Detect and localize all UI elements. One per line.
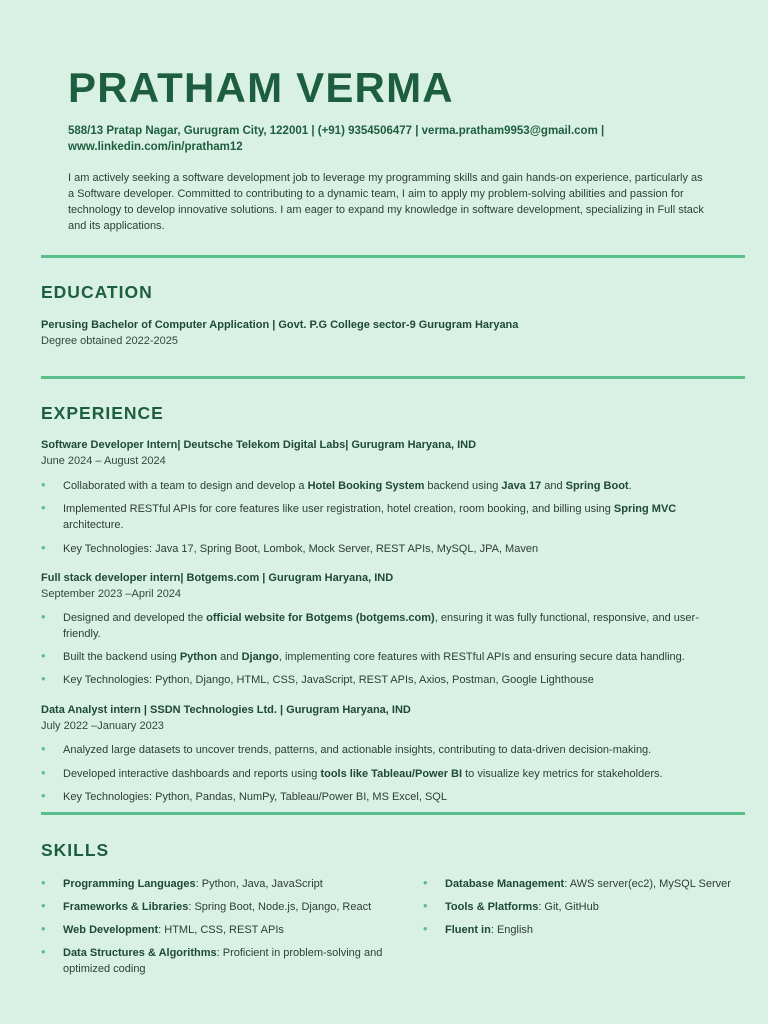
skill-label: Data Structures & Algorithms [63,947,217,959]
section-divider [41,376,745,379]
skill-label: Fluent in [445,924,491,936]
bullet-emphasis: official website for Botgems (botgems.com) [206,612,435,624]
experience-bullet [41,541,721,557]
experience-bullet [41,501,721,533]
bullet-fragment: architecture. [63,519,124,531]
skill-value: : HTML, CSS, REST APIs [158,924,284,936]
bullet-emphasis: Spring MVC [613,503,677,515]
bullet-fragment: Built the backend using [63,651,180,663]
skill-value: : Proficient in problem-solving and optimized coding [63,947,383,975]
job-dates: July 2022 –January 2023 [41,720,164,732]
skill-item [423,876,753,892]
bullet-text [63,501,721,533]
bullet-fragment: Key Technologies: Python, Django, HTML, CSS, JavaScript, REST APIs, Axios, Postman, Google Lighthouse [63,674,594,686]
bullet-fragment: Developed interactive dashboards and reports using [63,768,321,780]
experience-bullet [41,742,721,758]
bullet-emphasis: Django [241,651,279,663]
skill-item [423,899,753,915]
job-dates: June 2024 – August 2024 [41,455,166,467]
skill-label: Database Management [445,878,565,890]
bullet-emphasis: Spring Boot [565,480,629,492]
education-years: Degree obtained 2022-2025 [41,335,179,347]
skill-label: Programming Languages [63,878,196,890]
bullet-dot-icon: • [423,875,428,890]
bullet-text [63,766,721,782]
bullet-dot-icon: • [41,788,46,803]
experience-bullet [41,672,721,688]
bullet-dot-icon: • [41,540,46,555]
skill-item [41,922,411,938]
job-dates: September 2023 –April 2024 [41,588,182,600]
bullet-text [63,478,721,494]
bullet-emphasis: Python [179,651,218,663]
experience-bullet [41,789,721,805]
skill-item [423,922,753,938]
bullet-fragment: Key Technologies: Python, Pandas, NumPy, Tableau/Power BI, MS Excel, SQL [63,791,447,803]
experience-bullet [41,610,721,642]
bullet-dot-icon: • [41,671,46,686]
skill-label: Tools & Platforms [445,901,539,913]
bullet-fragment: Collaborated with a team to design and develop a [63,480,308,492]
bullet-fragment: Implemented RESTful APIs for core features like user registration, hotel creation, room booking, and billing using [63,503,614,515]
contact-info: 588/13 Pratap Nagar, Gurugram City, 122001 | (+91) 9354506477 | verma.pratham9953@gmail.com | www.linkedin.com/in/pratham12 [68,125,605,153]
bullet-fragment: Analyzed large datasets to uncover trends, patterns, and actionable insights, contributing to data-driven decision-making. [63,744,652,756]
skill-value: : English [490,924,534,936]
bullet-fragment: . [628,480,632,492]
summary-paragraph: I am actively seeking a software development job to leverage my programming skills and gain hands-on experience, particularly as a Software developer. Committed to contributing to a dynamic team, I aim to apply my problem-solving abilities and passion for technology to develop innovative solutions. I am eager to expand my knowledge in software development, specializing in Full stack and its applications. [68,172,704,232]
bullet-fragment: , ensuring it was fully functional, responsive, and user-friendly. [63,612,699,640]
bullet-dot-icon: • [423,921,428,936]
education-degree: Perusing Bachelor of Computer Application | Govt. P.G College sector-9 Gurugram Haryana [41,319,519,331]
job-title: Full stack developer intern| Botgems.com | Gurugram Haryana, IND [41,572,394,584]
candidate-name: PRATHAM VERMA [68,64,454,111]
bullet-dot-icon: • [41,500,46,515]
bullet-dot-icon: • [41,741,46,756]
skill-item [41,945,411,977]
skill-item [41,899,411,915]
skill-value: : Python, Java, JavaScript [195,878,323,890]
bullet-emphasis: Hotel Booking System [307,480,425,492]
bullet-fragment: backend using [424,480,502,492]
bullet-text [63,649,721,665]
bullet-dot-icon: • [41,477,46,492]
bullet-text [63,742,721,758]
bullet-fragment: Designed and developed the [63,612,207,624]
bullet-fragment: and [541,480,566,492]
bullet-dot-icon: • [423,898,428,913]
experience-heading: EXPERIENCE [41,403,164,423]
bullet-text [63,789,721,805]
section-divider [41,255,745,258]
bullet-text [63,610,721,642]
skills-heading: SKILLS [41,840,110,860]
experience-bullet [41,649,721,665]
skill-value: : Git, GitHub [538,901,599,913]
skill-value: : Spring Boot, Node.js, Django, React [188,901,372,913]
bullet-dot-icon: • [41,898,46,913]
bullet-emphasis: Java 17 [501,480,542,492]
skill-item [41,876,411,892]
skill-label: Web Development [63,924,159,936]
bullet-text [63,672,721,688]
bullet-dot-icon: • [41,944,46,959]
job-title: Software Developer Intern| Deutsche Telekom Digital Labs| Gurugram Haryana, IND [41,439,477,451]
bullet-fragment: Key Technologies: Java 17, Spring Boot, Lombok, Mock Server, REST APIs, MySQL, JPA, Maven [63,543,539,555]
job-title: Data Analyst intern | SSDN Technologies Ltd. | Gurugram Haryana, IND [41,704,411,716]
experience-bullet [41,478,721,494]
bullet-dot-icon: • [41,765,46,780]
bullet-dot-icon: • [41,609,46,624]
bullet-text [63,541,721,557]
bullet-fragment: to visualize key metrics for stakeholders. [462,768,663,780]
bullet-fragment: , implementing core features with RESTful APIs and ensuring secure data handling. [278,651,685,663]
bullet-dot-icon: • [41,875,46,890]
bullet-dot-icon: • [41,921,46,936]
skill-value: : AWS server(ec2), MySQL Server [564,878,731,890]
bullet-emphasis: tools like Tableau/Power BI [320,768,463,780]
section-divider [41,812,745,815]
bullet-fragment: and [217,651,242,663]
bullet-dot-icon: • [41,648,46,663]
skill-label: Frameworks & Libraries [63,901,189,913]
experience-bullet [41,766,721,782]
education-heading: EDUCATION [41,282,153,302]
